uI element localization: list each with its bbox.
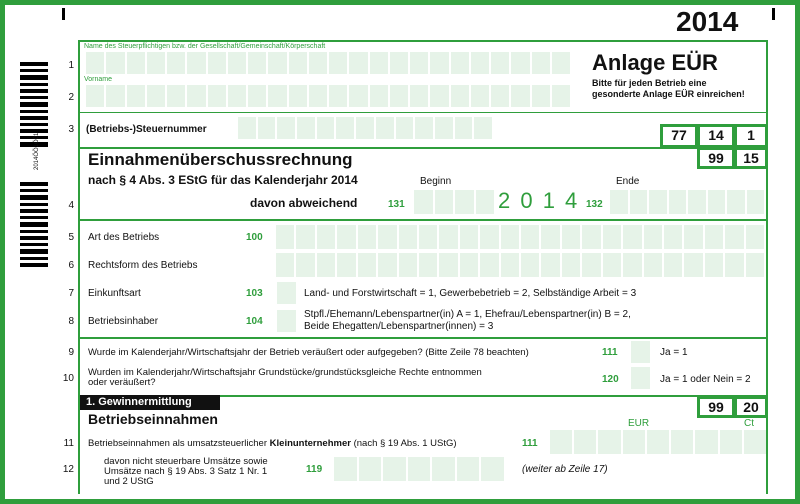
steuerbar-label-1: davon nicht steuerbare Umsätze sowie xyxy=(104,456,268,467)
betriebsinhaber-options-2: Beide Ehegatten/Lebenspartner(innen) = 3 xyxy=(304,321,494,332)
code-box-1: 1 xyxy=(734,124,768,148)
art-label: Art des Betriebs xyxy=(88,232,160,243)
row-number: 10 xyxy=(62,373,74,384)
name-input[interactable] xyxy=(86,52,570,74)
row-number: 7 xyxy=(68,288,74,299)
code-111: 111 xyxy=(602,347,618,358)
veraeussert-label: Wurde im Kalenderjahr/Wirtschaftsjahr der Betrieb veräußert oder aufgegeben? (Bitte Zeile 78 beachten) xyxy=(88,347,529,358)
row-number: 9 xyxy=(68,347,74,358)
row-number: 5 xyxy=(68,232,74,243)
kleinunternehmer-label-pre: Betriebseinnahmen als umsatzsteuerlicher xyxy=(88,438,270,449)
row-number: 1 xyxy=(68,60,74,71)
kleinunternehmer-amount-input[interactable] xyxy=(550,430,766,454)
form-note-2: gesonderte Anlage EÜR einreichen! xyxy=(592,89,745,99)
row-number: 4 xyxy=(68,200,74,211)
divider xyxy=(78,147,698,149)
form-title: Anlage EÜR xyxy=(592,50,718,75)
betriebsinhaber-options-1: Stpfl./Ehemann/Lebenspartner(in) A = 1, Ehefrau/Lebenspartner(in) B = 2, xyxy=(304,309,631,320)
veraeussert-input[interactable] xyxy=(630,341,650,363)
steuernummer-label: (Betriebs-)Steuernummer xyxy=(86,124,207,135)
row-number: 11 xyxy=(63,438,74,449)
divider xyxy=(78,337,768,339)
code-119: 119 xyxy=(306,464,323,475)
code-box-99: 99 xyxy=(697,147,735,169)
ende-date-input[interactable] xyxy=(610,190,764,214)
corner-mark xyxy=(772,8,775,20)
code-131: 131 xyxy=(388,199,405,210)
steuerbar-amount-input[interactable] xyxy=(334,457,504,481)
section-title: Einnahmenüberschussrechnung xyxy=(88,150,353,169)
abweichend-label: davon abweichend xyxy=(250,196,358,210)
weiter-note: (weiter ab Zeile 17) xyxy=(522,464,608,475)
rechtsform-label: Rechtsform des Betriebs xyxy=(88,260,198,271)
name-label: Name des Steuerpflichtigen bzw. der Gesellschaft/Gemeinschaft/Körperschaft xyxy=(84,43,326,50)
code-box-77: 77 xyxy=(660,124,698,148)
eur-label: EUR xyxy=(628,418,650,429)
row-number: 6 xyxy=(68,260,74,271)
form-note-1: Bitte für jeden Betrieb eine xyxy=(592,78,707,88)
row-number: 12 xyxy=(62,464,74,475)
beginn-day-month-input[interactable] xyxy=(414,190,494,214)
row-number: 8 xyxy=(68,316,74,327)
divider xyxy=(78,219,768,221)
vorname-input[interactable] xyxy=(86,85,570,107)
einkunftsart-options: Land- und Forstwirtschaft = 1, Gewerbebetrieb = 2, Selbständige Arbeit = 3 xyxy=(304,288,637,299)
code-100: 100 xyxy=(246,232,263,243)
kleinunternehmer-label-bold: Kleinunternehmer xyxy=(269,438,351,449)
code-120: 120 xyxy=(602,374,619,385)
barcode-text: 2014ÖÖ1Ö01 xyxy=(34,132,40,170)
ct-label: Ct xyxy=(744,418,754,429)
betriebsinhaber-label: Betriebsinhaber xyxy=(88,316,159,327)
code-box-15: 15 xyxy=(734,147,768,169)
code-132: 132 xyxy=(586,199,603,210)
grundstuecke-label-1: Wurden im Kalenderjahr/Wirtschaftsjahr Grundstücke/grundstücksgleiche Rechte entnommen xyxy=(88,367,482,378)
code-103: 103 xyxy=(246,288,263,299)
betriebseinnahmen-heading: Betriebseinnahmen xyxy=(88,411,218,427)
section-subtitle: nach § 4 Abs. 3 EStG für das Kalenderjahr 2014 xyxy=(88,173,358,187)
einkunftsart-label: Einkunftsart xyxy=(88,288,141,299)
veraeussert-answer: Ja = 1 xyxy=(660,347,688,358)
form-year: 2014 xyxy=(676,6,739,37)
code-111b: 111 xyxy=(522,438,538,449)
beginn-label: Beginn xyxy=(420,176,452,187)
kleinunternehmer-label-post: (nach § 19 Abs. 1 UStG) xyxy=(350,438,457,449)
steuerbar-label-2: Umsätze nach § 19 Abs. 3 Satz 1 Nr. 1 xyxy=(104,466,268,477)
vorname-label: Vorname xyxy=(84,76,113,83)
code-104: 104 xyxy=(246,316,263,327)
steuerbar-label-3: und 2 UStG xyxy=(104,476,154,487)
corner-mark xyxy=(62,8,65,20)
section-tag: 1. Gewinnermittlung xyxy=(80,395,220,410)
betriebsinhaber-input[interactable] xyxy=(276,310,296,332)
code-box-99b: 99 xyxy=(697,396,735,418)
einkunftsart-input[interactable] xyxy=(276,282,296,304)
art-input[interactable] xyxy=(276,225,764,249)
beginn-year: 2 0 1 4 xyxy=(498,188,580,213)
code-box-20: 20 xyxy=(734,396,768,418)
kleinunternehmer-label xyxy=(88,438,457,449)
grundstuecke-answer: Ja = 1 oder Nein = 2 xyxy=(660,374,751,385)
divider xyxy=(78,112,768,113)
row-number: 3 xyxy=(68,124,74,135)
ende-label: Ende xyxy=(616,176,640,187)
row-number: 2 xyxy=(68,92,74,103)
rechtsform-input[interactable] xyxy=(276,253,764,277)
steuernummer-input[interactable] xyxy=(238,117,492,139)
grundstuecke-input[interactable] xyxy=(630,367,650,389)
code-box-14: 14 xyxy=(697,124,735,148)
grundstuecke-label-2: oder veräußert? xyxy=(88,377,156,388)
